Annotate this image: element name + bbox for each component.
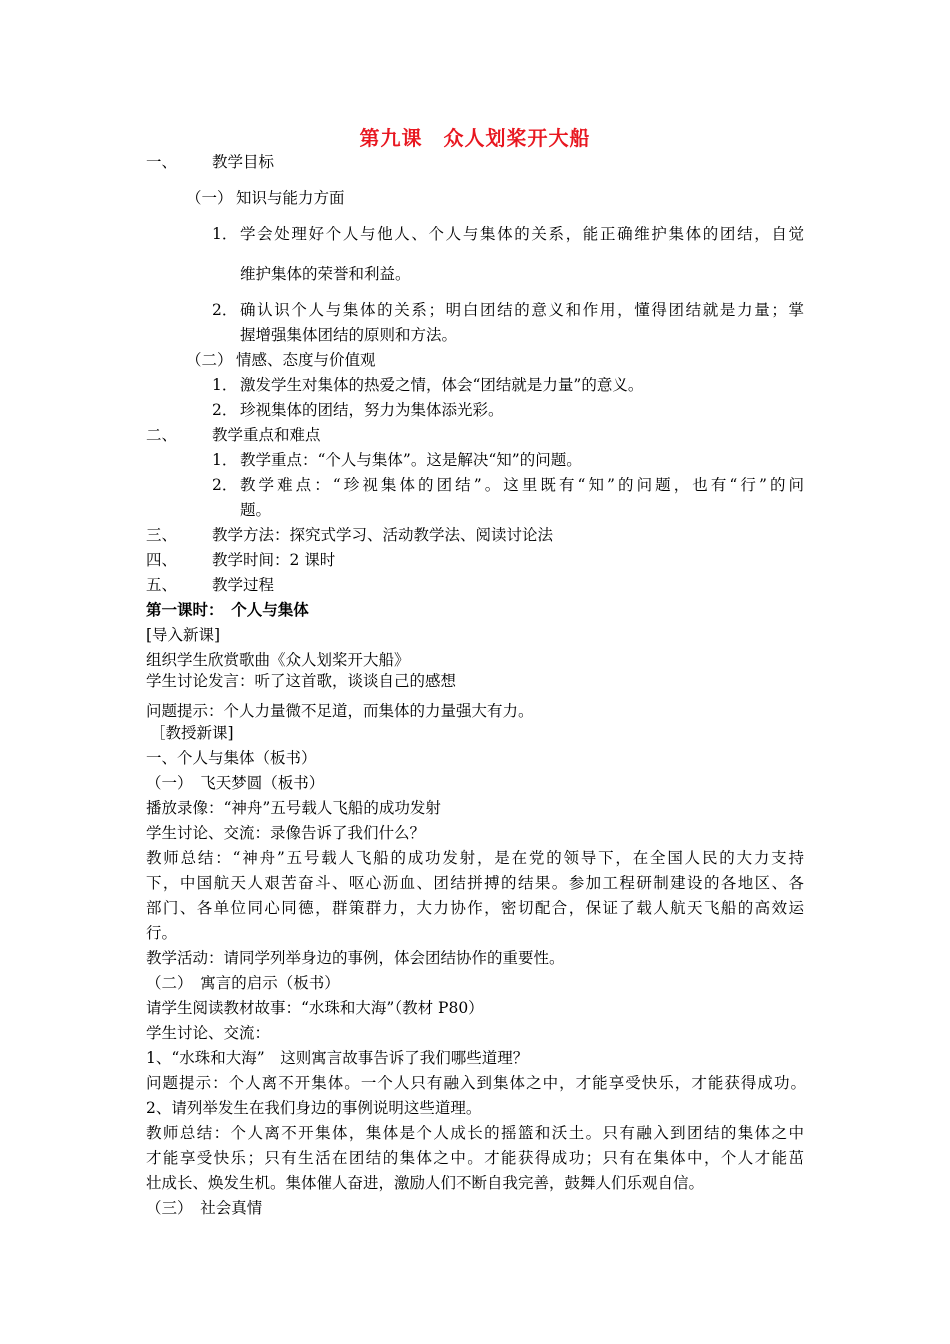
body-line: 2、请列举发生在我们身边的事例说明这些道理。 [146, 1099, 482, 1117]
body-paragraph-line: 教师总结：个人离不开集体，集体是个人成长的摇篮和沃土。只有融入到团结的集体之中 [146, 1124, 804, 1142]
knowledge-item-2-line-1: 确认识个人与集体的关系；明白团结的意义和作用，懂得团结就是力量；掌 [240, 301, 804, 319]
knowledge-item-2-line-2: 握增强集体团结的原则和方法。 [240, 326, 458, 344]
section-5-heading: 教学过程 [212, 576, 275, 594]
subsection-2-heading: 情感、态度与价值观 [236, 351, 376, 369]
body-line: （三） 社会真情 [146, 1199, 263, 1217]
focus-item-1-number: 1． [212, 451, 238, 469]
section-4-text: 教学时间：2 课时 [212, 551, 336, 569]
focus-item-1-text: 教学重点：“个人与集体”。这是解决“知”的问题。 [240, 451, 582, 469]
knowledge-item-1-line-2: 维护集体的荣誉和利益。 [240, 265, 411, 283]
section-4-number: 四、 [146, 551, 178, 569]
body-line: （一） 飞天梦圆（板书） [146, 774, 325, 792]
body-line: 教学活动：请同学列举身边的事例，体会团结协作的重要性。 [146, 949, 565, 967]
teach-tag: ［教授新课] [150, 724, 234, 742]
subsection-2-number: （二） [186, 351, 233, 369]
body-paragraph-line: 才能享受快乐；只有生活在团结的集体之中。才能获得成功；只有在集体中，个人才能茁 [146, 1149, 804, 1167]
body-line: 请学生阅读教材故事：“水珠和大海”（教材 P80） [146, 999, 484, 1017]
section-1-number: 一、 [146, 153, 178, 171]
section-1-heading: 教学目标 [212, 153, 275, 171]
knowledge-item-1-number: 1． [212, 225, 238, 243]
emotion-item-1-text: 激发学生对集体的热爱之情，体会“团结就是力量”的意义。 [240, 376, 644, 394]
section-5-number: 五、 [146, 576, 178, 594]
subsection-1-heading: 知识与能力方面 [236, 189, 345, 207]
body-line: 1、“水珠和大海” 这则寓言故事告诉了我们哪些道理？ [146, 1049, 529, 1067]
body-line: 一、个人与集体（板书） [146, 749, 317, 767]
page-title: 第九课 众人划桨开大船 [359, 126, 591, 150]
body-line: 学生讨论、交流：录像告诉了我们什么？ [146, 824, 426, 842]
focus-item-2-number: 2． [212, 476, 238, 494]
body-paragraph-line: 行。 [146, 924, 178, 942]
emotion-item-2-text: 珍视集体的团结，努力为集体添光彩。 [240, 401, 504, 419]
section-3-text: 教学方法：探究式学习、活动教学法、阅读讨论法 [212, 526, 554, 544]
lesson-1-heading: 第一课时： 个人与集体 [146, 601, 309, 619]
body-line: 问题提示：个人力量微不足道，而集体的力量强大有力。 [146, 702, 534, 720]
body-line: 组织学生欣赏歌曲《众人划桨开大船》 [146, 651, 410, 669]
emotion-item-1-number: 1． [212, 376, 238, 394]
subsection-1-number: （一） [186, 189, 233, 207]
focus-item-2-line-2: 题。 [240, 501, 272, 519]
knowledge-item-1-line-1: 学会处理好个人与他人、个人与集体的关系，能正确维护集体的团结，自觉 [240, 225, 804, 243]
body-line: 学生讨论发言：听了这首歌，谈谈自己的感想 [146, 672, 457, 690]
section-3-number: 三、 [146, 526, 178, 544]
focus-item-2-line-1: 教学难点：“珍视集体的团结”。这里既有“知”的问题，也有“行”的问 [240, 476, 804, 494]
emotion-item-2-number: 2． [212, 401, 238, 419]
body-paragraph-line: 教师总结：“神舟”五号载人飞船的成功发射，是在党的领导下，在全国人民的大力支持 [146, 849, 804, 867]
body-paragraph-line: 部门、各单位同心同德，群策群力，大力协作，密切配合，保证了载人航天飞船的高效运 [146, 899, 804, 917]
body-paragraph-line: 壮成长、焕发生机。集体催人奋进，激励人们不断自我完善，鼓舞人们乐观自信。 [146, 1174, 705, 1192]
body-line: 学生讨论、交流： [146, 1024, 271, 1042]
body-line: 播放录像：“神舟”五号载人飞船的成功发射 [146, 799, 441, 817]
body-paragraph-line: 下，中国航天人艰苦奋斗、呕心沥血、团结拼搏的结果。参加工程研制建设的各地区、各 [146, 874, 804, 892]
section-2-number: 二、 [146, 426, 178, 444]
knowledge-item-2-number: 2． [212, 301, 238, 319]
section-2-heading: 教学重点和难点 [212, 426, 321, 444]
body-line: （二） 寓言的启示（板书） [146, 974, 340, 992]
body-line: 问题提示：个人离不开集体。一个人只有融入到集体之中，才能享受快乐，才能获得成功。 [146, 1074, 806, 1092]
intro-tag: [导入新课] [146, 626, 221, 644]
